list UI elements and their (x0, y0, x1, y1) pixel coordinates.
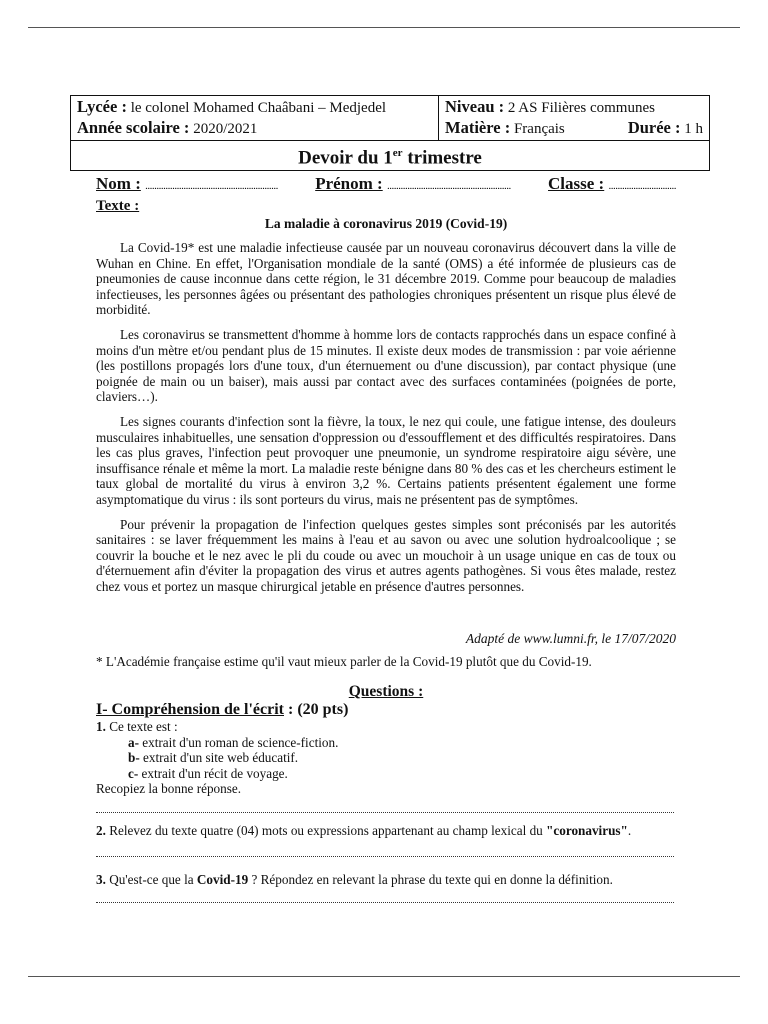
prenom-field[interactable]: Prénom : ....................................................... (315, 174, 511, 193)
answer-line-3[interactable] (96, 902, 674, 903)
annee-line (77, 118, 432, 139)
paragraph-1: La Covid-19* est une maladie infectieuse causée par un nouveau coronavirus découvert dans la ville de Wuhan en Chine. En effet, l'Organisation mondiale de la santé (OMS) a été informée de plusieurs cas de pneumonies de cause inconnue dans cette région, le 31 décembre 2019. Comme pour beaucoup de maladies infectieuses, les personnes âgées ou présentant des pathologies chroniques présentent un risque plus élevé de morbidité. (96, 240, 676, 318)
header-table (70, 95, 710, 171)
question-3: 3. Qu'est-ce que la Covid-19 ? Répondez en relevant la phrase du texte qui en donne la définition. (96, 872, 613, 887)
option-b: b- extrait d'un site web éducatif. (128, 750, 299, 766)
lycee-value: le colonel Mohamed Chaâbani – Medjedel (130, 100, 387, 116)
texte-label: Texte : (96, 198, 140, 214)
article-title: La maladie à coronavirus 2019 (Covid-19) (264, 216, 508, 231)
matiere-label: Matière : (445, 118, 511, 137)
duree-label: Durée : (627, 118, 681, 137)
source-citation: Adapté de www.lumni.fr, le 17/07/2020 (465, 631, 676, 646)
niveau-line (445, 97, 703, 118)
lycee-label: Lycée : (77, 97, 127, 116)
annee-label: Année scolaire : (77, 118, 190, 137)
article-body (96, 240, 676, 603)
questions-heading: Questions : (348, 683, 424, 700)
niveau-value: 2 AS Filières communes (507, 100, 655, 116)
section-title: I- Compréhension de l'écrit : (20 pts) (96, 701, 349, 718)
answer-line-2[interactable] (96, 856, 674, 857)
header-left-cell (71, 96, 439, 140)
answer-line-1[interactable] (96, 812, 674, 813)
paragraph-4: Pour prévenir la propagation de l'infection quelques gestes simples sont préconisés par les autorités sanitaires : se laver fréquemment les mains à l'eau et au savon ou avec une solution hydroalcoolique ; se couvrir la bouche et le nez avec le pli du coude ou avec un mouchoir à un usage unique en cas de toux ou d'éternuement afin d'éviter la propagation des virus et autres agents pathogènes. Si vous êtes malade, restez chez vous et portez un masque chirurgical jetable en présence d'autres personnes. (96, 516, 676, 594)
classe-field[interactable]: Classe : .............................. (548, 174, 676, 193)
niveau-label: Niveau : (445, 97, 505, 116)
nom-field[interactable]: Nom : ........................................................... (96, 174, 278, 193)
paragraph-2: Les coronavirus se transmettent d'homme à homme lors de contacts rapprochés dans un espace confiné à moins d'un mètre et/ou pendant plus de 15 minutes. Il existe deux modes de transmission : par voie aérienne (les postillons propagés lors d'une toux, d'un éternuement ou d'une discussion), par contact physique (une poignée de main ou un baiser), mais aussi par contact avec des surfaces contaminées (poignées de porte, claviers…). (96, 326, 676, 405)
duree-value: 1 h (684, 121, 703, 137)
option-a: a- extrait d'un roman de science-fiction. (128, 734, 339, 750)
footnote: * L'Académie française estime qu'il vaut mieux parler de la Covid-19 plutôt que du Covid-19. (96, 654, 592, 669)
matiere-value: Français (513, 121, 565, 137)
option-c: c- extrait d'un récit de voyage. (128, 765, 288, 781)
question-1: 1. Ce texte est : a- extrait d'un roman de science-fiction. b- extrait d'un site web éducatif. c- extrait d'un récit de voyage. Recopiez la bonne réponse. (96, 719, 676, 797)
matiere-line (445, 118, 703, 139)
annee-value: 2020/2021 (193, 121, 258, 137)
header-right-cell (439, 96, 709, 140)
devoir-title: Devoir du 1er trimestre (71, 140, 709, 170)
identity-row (96, 174, 676, 194)
question-2: 2. Relevez du texte quatre (04) mots ou expressions appartenant au champ lexical du "coronavirus". (96, 823, 632, 838)
q1-instruction: Recopiez la bonne réponse. (96, 781, 242, 797)
paragraph-3: Les signes courants d'infection sont la fièvre, la toux, le nez qui coule, une fatigue intense, des douleurs musculaires inhabituelles, une sensation d'oppression ou d'essoufflement et des difficultés respiratoires. Dans les cas plus graves, l'infection peut provoquer une pneumonie, un syndrome respiratoire aigu sévère, une insuffisance rénale et même la mort. La maladie reste bénigne dans 80 % des cas et les chercheurs estiment le taux global de mortalité du virus à environ 3,2 %. Certains patients présentent également une forme asymptomatique du virus : ils sont porteurs du virus, mais ne présentent pas de symptômes. (96, 413, 676, 507)
lycee-line (77, 97, 432, 118)
